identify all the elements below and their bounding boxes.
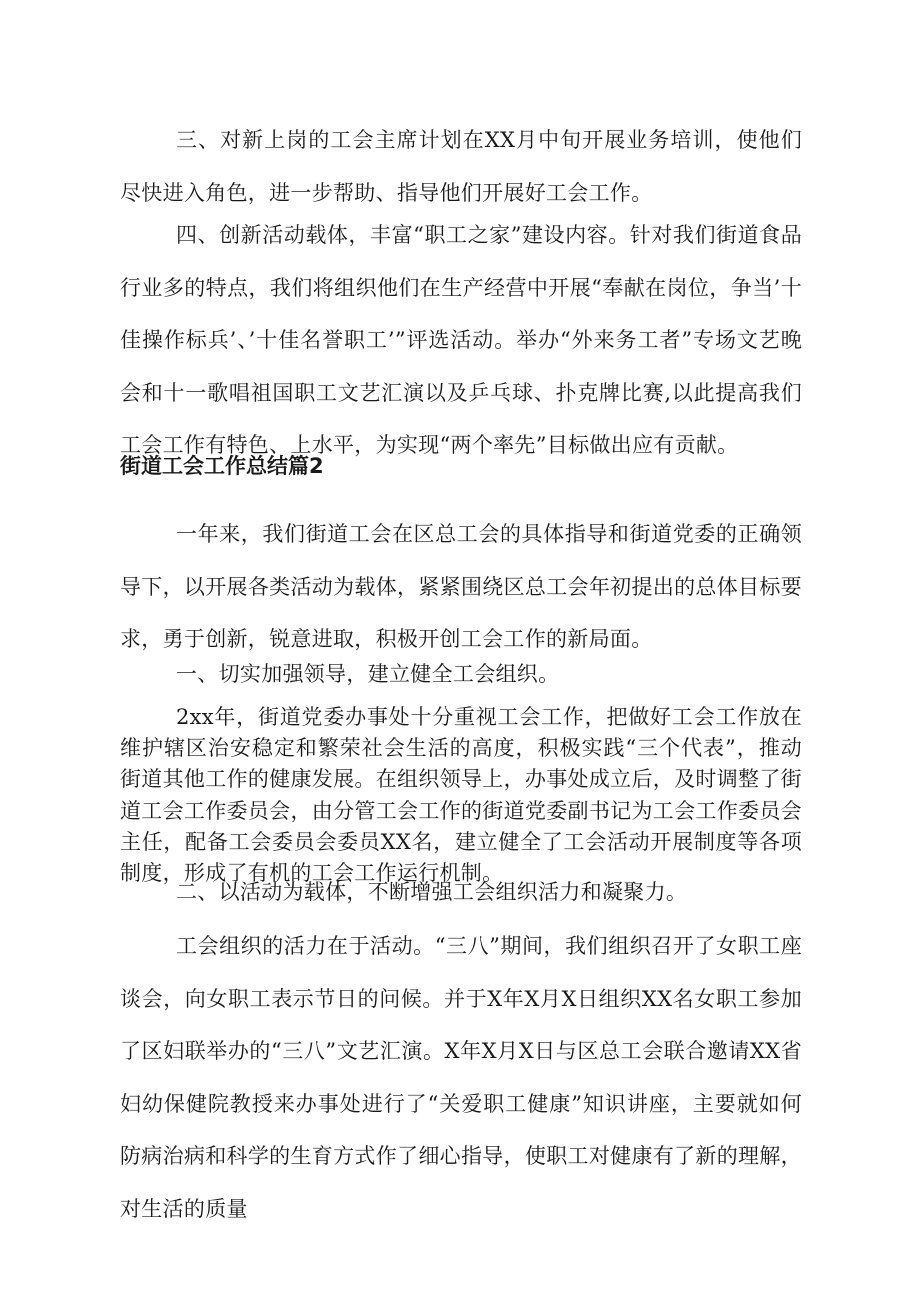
paragraph-point-one: 一、切实加强领导，建立健全工会组织。 — [176, 662, 560, 686]
section-heading: 街道工会工作总结篇2 — [120, 454, 324, 478]
paragraph-activity-carrier: 四、创新活动载体，丰富“职工之家”建设内容。针对我们街道食品行业多的特点，我们将组织他们在生产经营中开展“奉献在岗位，争当’十佳操作标兵’、’十佳名誉职工’”评选活动。举办“外来务工者”专场文艺晚会和十一歌唱祖国职工文艺汇演以及乒乓球、扑克牌比赛,以此提高我们工会工作有特色、上水平，为实现“两个率先”目标做出应有贡献。 — [120, 223, 802, 458]
paragraph-organization: 2xx年，街道党委办事处十分重视工会工作，把做好工会工作放在维护辖区治安稳定和繁荣社会生活的高度，积极实践“三个代表”，推动街道其他工作的健康发展。在组织领导上，办事处成立后，及时调整了街道工会工作委员会，由分管工会工作的街道党委副书记为工会工作委员会主任，配备工会委员会委员XX名，建立健全了工会活动开展制度等各项制度，形成了有机的工会工作运行机制。 — [120, 705, 802, 886]
paragraph-year-summary: 一年来，我们街道工会在区总工会的具体指导和街道党委的正确领导下，以开展各类活动为载体，紧紧围绕区总工会年初提出的总体目标要求，勇于创新，锐意进取，积极开创工会工作的新局面。 — [120, 522, 802, 652]
paragraph-training-plan: 三、对新上岗的工会主席计划在XX月中旬开展业务培训，使他们尽快进入角色，进一步帮助、指导他们开展好工会工作。 — [120, 128, 802, 205]
paragraph-activities: 工会组织的活力在于活动。“三八”期间，我们组织召开了女职工座谈会，向女职工表示节日的问候。并于X年X月X日组织XX名女职工参加了区妇联举办的“三八”文艺汇演。X年X月X日与区总工会联合邀请XX省妇幼保健院教授来办事处进行了“关爱职工健康”知识讲座，主要就如何防病治病和科学的生育方式作了细心指导，使职工对健康有了新的理解，对生活的质量 — [120, 934, 802, 1221]
paragraph-point-two: 二、以活动为载体，不断增强工会组织活力和凝聚力。 — [176, 880, 688, 904]
